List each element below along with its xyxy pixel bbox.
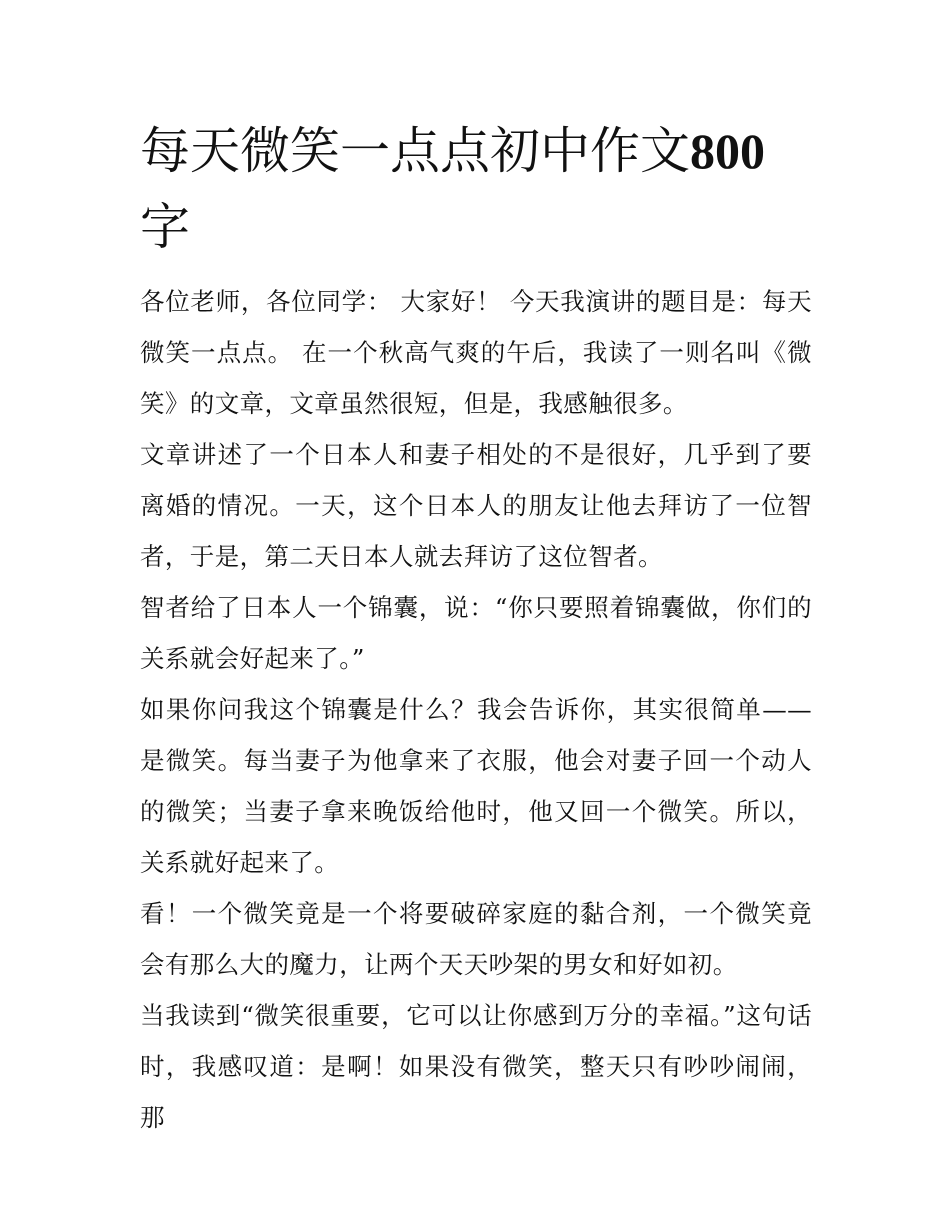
- paragraph-6: 当我读到“微笑很重要，它可以让你感到万分的幸福。”这句话时，我感叹道：是啊！如果没有微笑，整天只有吵吵闹闹，那: [140, 1001, 812, 1132]
- paragraph-3: 智者给了日本人一个锦囊，说：“你只要照着锦囊做，你们的关系就会好起来了。”: [140, 593, 812, 673]
- paragraph-5: 看！一个微笑竟是一个将要破碎家庭的黏合剂，一个微笑竟会有那么大的魔力，让两个天天吵架的男女和好如初。: [140, 899, 812, 979]
- document-body: [140, 276, 812, 1143]
- paragraph-2: 文章讲述了一个日本人和妻子相处的不是很好，几乎到了要离婚的情况。一天，这个日本人的朋友让他去拜访了一位智者，于是，第二天日本人就去拜访了这位智者。: [140, 440, 812, 571]
- title-suffix: 字: [140, 198, 190, 256]
- paragraph-1: 各位老师，各位同学： 大家好！ 今天我演讲的题目是：每天微笑一点点。 在一个秋高气爽的午后，我读了一则名叫《微笑》的文章，文章虽然很短，但是，我感触很多。: [140, 287, 812, 418]
- title-text: 每天微笑一点点初中作文: [140, 122, 690, 180]
- paragraph-4: 如果你问我这个锦囊是什么？我会告诉你，其实很简单——是微笑。每当妻子为他拿来了衣服，他会对妻子回一个动人的微笑；当妻子拿来晚饭给他时，他又回一个微笑。所以，关系就好起来了。: [140, 695, 812, 877]
- title-number: 800: [690, 123, 765, 179]
- document-title: [140, 113, 820, 265]
